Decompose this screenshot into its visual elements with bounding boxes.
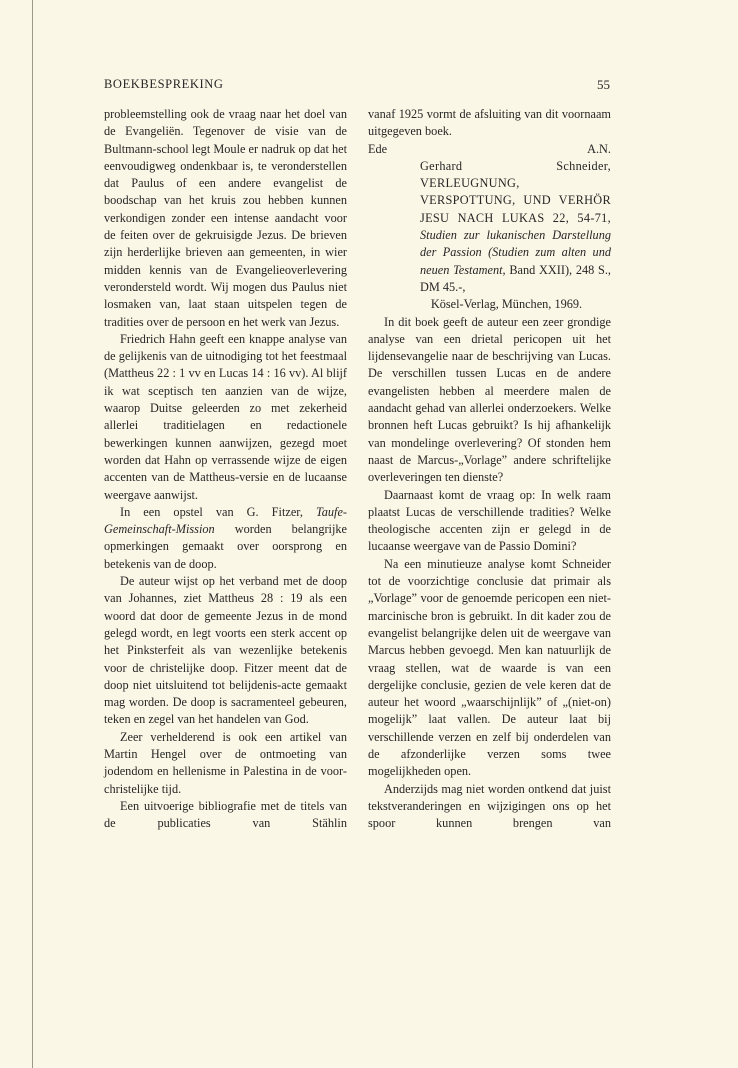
left-paragraph-4: De auteur wijst op het verband met de doop van Johannes, ziet Mattheus 28 : 19 als een woord dat door de gemeente Jezus in de mond gelegd wordt, en legt voorts een sterk accent op het Pinksterfeit als van wezenlijke betekenis voor de christelijke doop. Fitzer meent dat de doop niet uitsluitend tot belijdenis-acte gemaakt mag worden. De doop is sacramenteel gebeuren, teken en zegel van het handelen van God. [104, 574, 347, 727]
left-paragraph-1: probleemstelling ook de vraag naar het doel van de Evangeliën. Tegenover de visie van de Bultmann-school legt Moule er nadruk op dat het eenvoudigweg ondenkbaar is, te veronderstellen dat Paulus of een andere evangelist de boodschap van het kruis zou hebben kunnen verkondigen zonder een intense aandacht voor de feiten over de gekruisigde Jezus. De brieven zijn herderlijke brieven aan gemeenten, in wier midden kennis van de Evangelieoverlevering verondersteld wordt. Wij mogen dus Paulus niet losmaken van, laat staan uitspelen tegen de tradities over de persoon en het werk van Jezus. [104, 107, 347, 329]
right-paragraph-0: vanaf 1925 vormt de afsluiting van dit voornaam uitgegeven boek. [368, 107, 611, 139]
right-paragraph-4: Anderzijds mag niet worden ontkend dat juist tekstveranderingen en wijzigingen ons op het spoor kunnen brengen van [368, 781, 611, 831]
left-paragraph-2: Friedrich Hahn geeft een knappe analyse van de gelijkenis van de uitnodiging tot het feestmaal (Mattheus 22 : 1 vv en Lucas 14 : 16 vv). Al blijf ik wat sceptisch ten aanzien van de wijze, waarop Duitse geleerden zo met zekerheid allerlei traditielagen en redactionele bewerkingen kunnen aanwijzen, gezegd moet worden dat Hahn op verrassende wijze de eigen accenten van de Mattheus-versie en de lucaanse weergave aanwijst. [104, 331, 347, 502]
right-paragraph-1: In dit boek geeft de auteur een zeer grondige analyse van een drietal pericopen uit het lijdensevangelie naar de beschrijving van Lucas. De verschillen tussen Lucas en de andere evangelisten hebben al meerdere malen de aandacht gehad van allerlei onderzoekers. Welke bronnen heft Lucas gebruikt? Is hij afhankelijk van mondelinge overlevering? Of stonden hem naast de Marcus-„Vorlage” andere schriftelijke overleveringen ten dienste? [368, 314, 611, 485]
review-volume-price: Band XXII), 248 S., DM 45.-, [420, 262, 612, 294]
fitzer-rest: worden belangrijke opmerkingen gemaakt over oorsprong en betekenis van de doop. [104, 522, 347, 571]
page-edge [32, 0, 33, 1068]
fitzer-title: Taufe-Gemeinschaft-Mission [104, 504, 347, 537]
review-series: Studien zur lukanischen Darstellung der Passion (Studien zum alten und neuen Testament, [420, 228, 611, 277]
fitzer-intro: In een opstel van G. Fitzer, [120, 504, 317, 519]
signature-place: Ede [368, 141, 388, 156]
left-column [104, 106, 347, 832]
running-header: BOEKBESPREKING [104, 77, 224, 91]
reviewer-signature [368, 141, 611, 158]
review-publisher: Kösel-Verlag, München, 1969. [430, 297, 583, 312]
review-author-title: Gerhard Schneider, VERLEUGNUNG, VERSPOTTUNG, UND VERHÖR JESU NACH LUKAS 22, 54-71, [420, 158, 611, 225]
review-heading [368, 158, 611, 314]
left-paragraph-6: Een uitvoerige bibliografie met de titels van de publicaties van Stählin [104, 798, 347, 831]
left-paragraph-5: Zeer verhelderend is ook een artikel van Martin Hengel over de ontmoeting van jodendom en hellenisme in Palestina in de voor-christelijke tijd. [104, 729, 347, 796]
right-paragraph-2: Daarnaast komt de vraag op: In welk raam plaatst Lucas de verschillende tradities? Welke theologische accenten zijn er gelegd in de lucaanse weergave van de Passio Domini? [368, 487, 611, 554]
right-paragraph-3: Na een minutieuze analyse komt Schneider tot de voorzichtige conclusie dat primair als „Vorlage” voor de genoemde pericopen een niet-marcinische bron is gebruikt. In dit kader zou de evangelist belangrijke delen uit de weergave van Marcus hebben gevoegd. Men kan natuurlijk de vraag stellen, wat de waarde is van een dergelijke conclusie, gezien de vele keren dat de auteur het woord „waarschijnlijk” of „(niet-on) mogelijk” laat vallen. De auteur laat bij verschillende verzen en zelf bij onderdelen van de afzonderlijke verzen soms twee mogelijkheden open. [368, 556, 611, 779]
right-column [368, 106, 611, 832]
page-number: 55 [597, 77, 610, 92]
left-paragraph-3 [104, 504, 347, 573]
signature-initials: A.N. [587, 141, 611, 156]
